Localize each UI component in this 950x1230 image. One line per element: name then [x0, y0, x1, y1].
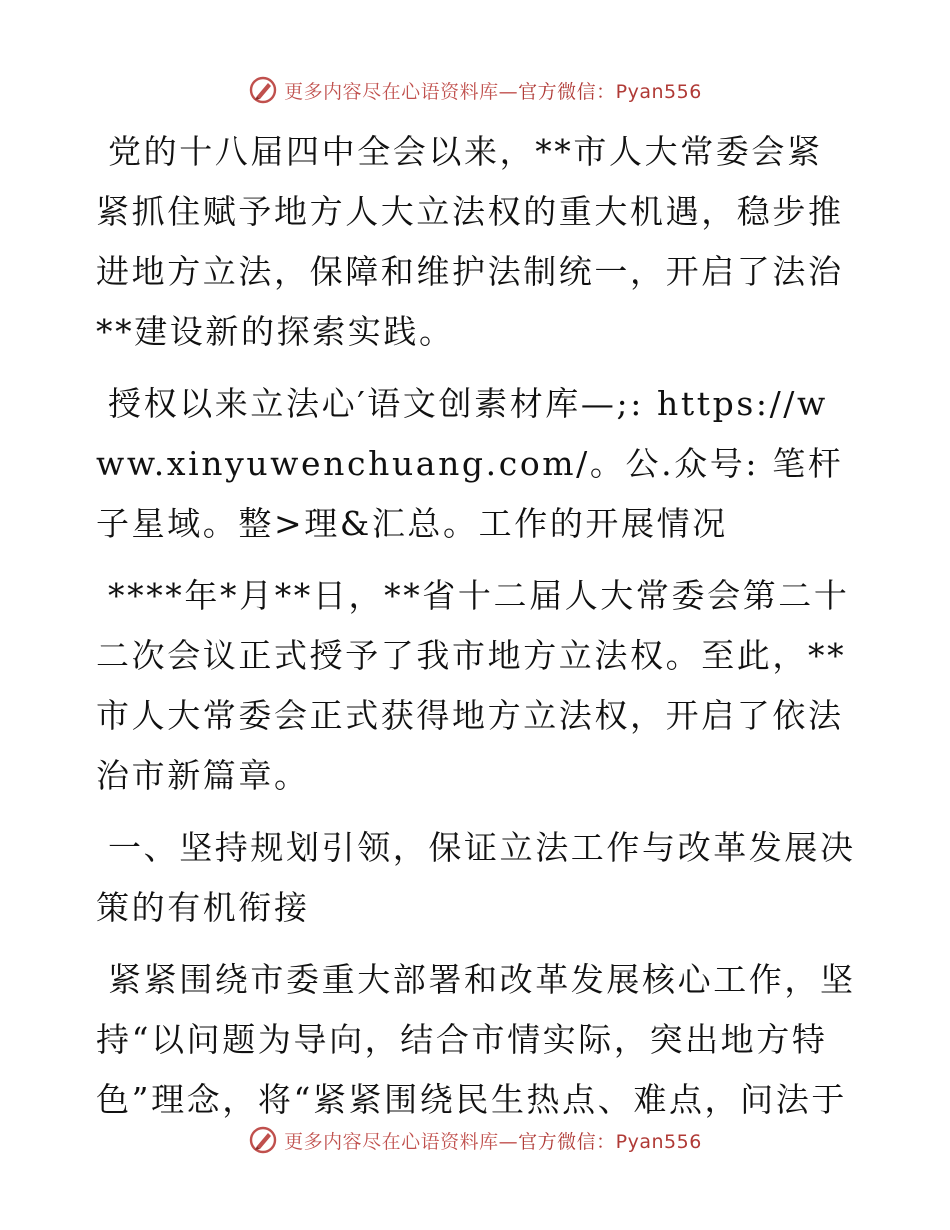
paragraph: 党的十八届四中全会以来，**市人大常委会紧紧抓住赋予地方人大立法权的重大机遇，稳步推进地方立法，保障和维护法制统一，开启了法治**建设新的探索实践。	[96, 132, 844, 351]
paragraph: ****年*月**日，**省十二届人大常委会第二十二次会议正式授予了我市地方立法权。至此，**市人大常委会正式获得地方立法权，开启了依法治市新篇章。	[96, 576, 850, 795]
footer-watermark	[0, 1120, 950, 1160]
header-watermark	[0, 70, 950, 110]
watermark-text: 更多内容尽在心语资料库—官方微信：Pyan556	[284, 1130, 702, 1153]
pen-logo-icon	[248, 75, 278, 105]
pen-logo-icon	[248, 1125, 278, 1155]
paragraph: 授权以来立法心′语文创素材库—;: https://www.xinyuwenchuang.com/。公.众号: 笔杆子星域。整>理&汇总。工作的开展情况	[96, 384, 844, 543]
paragraph: 紧紧围绕市委重大部署和改革发展核心工作，坚持“以问题为导向，结合市情实际，突出地方特色”理念，将“紧紧围绕民生热点、难点，问法于	[96, 960, 856, 1119]
document-body	[96, 122, 856, 1142]
watermark-text: 更多内容尽在心语资料库—官方微信：Pyan556	[284, 80, 702, 103]
section-heading: 一、坚持规划引领，保证立法工作与改革发展决策的有机衔接	[96, 828, 856, 927]
